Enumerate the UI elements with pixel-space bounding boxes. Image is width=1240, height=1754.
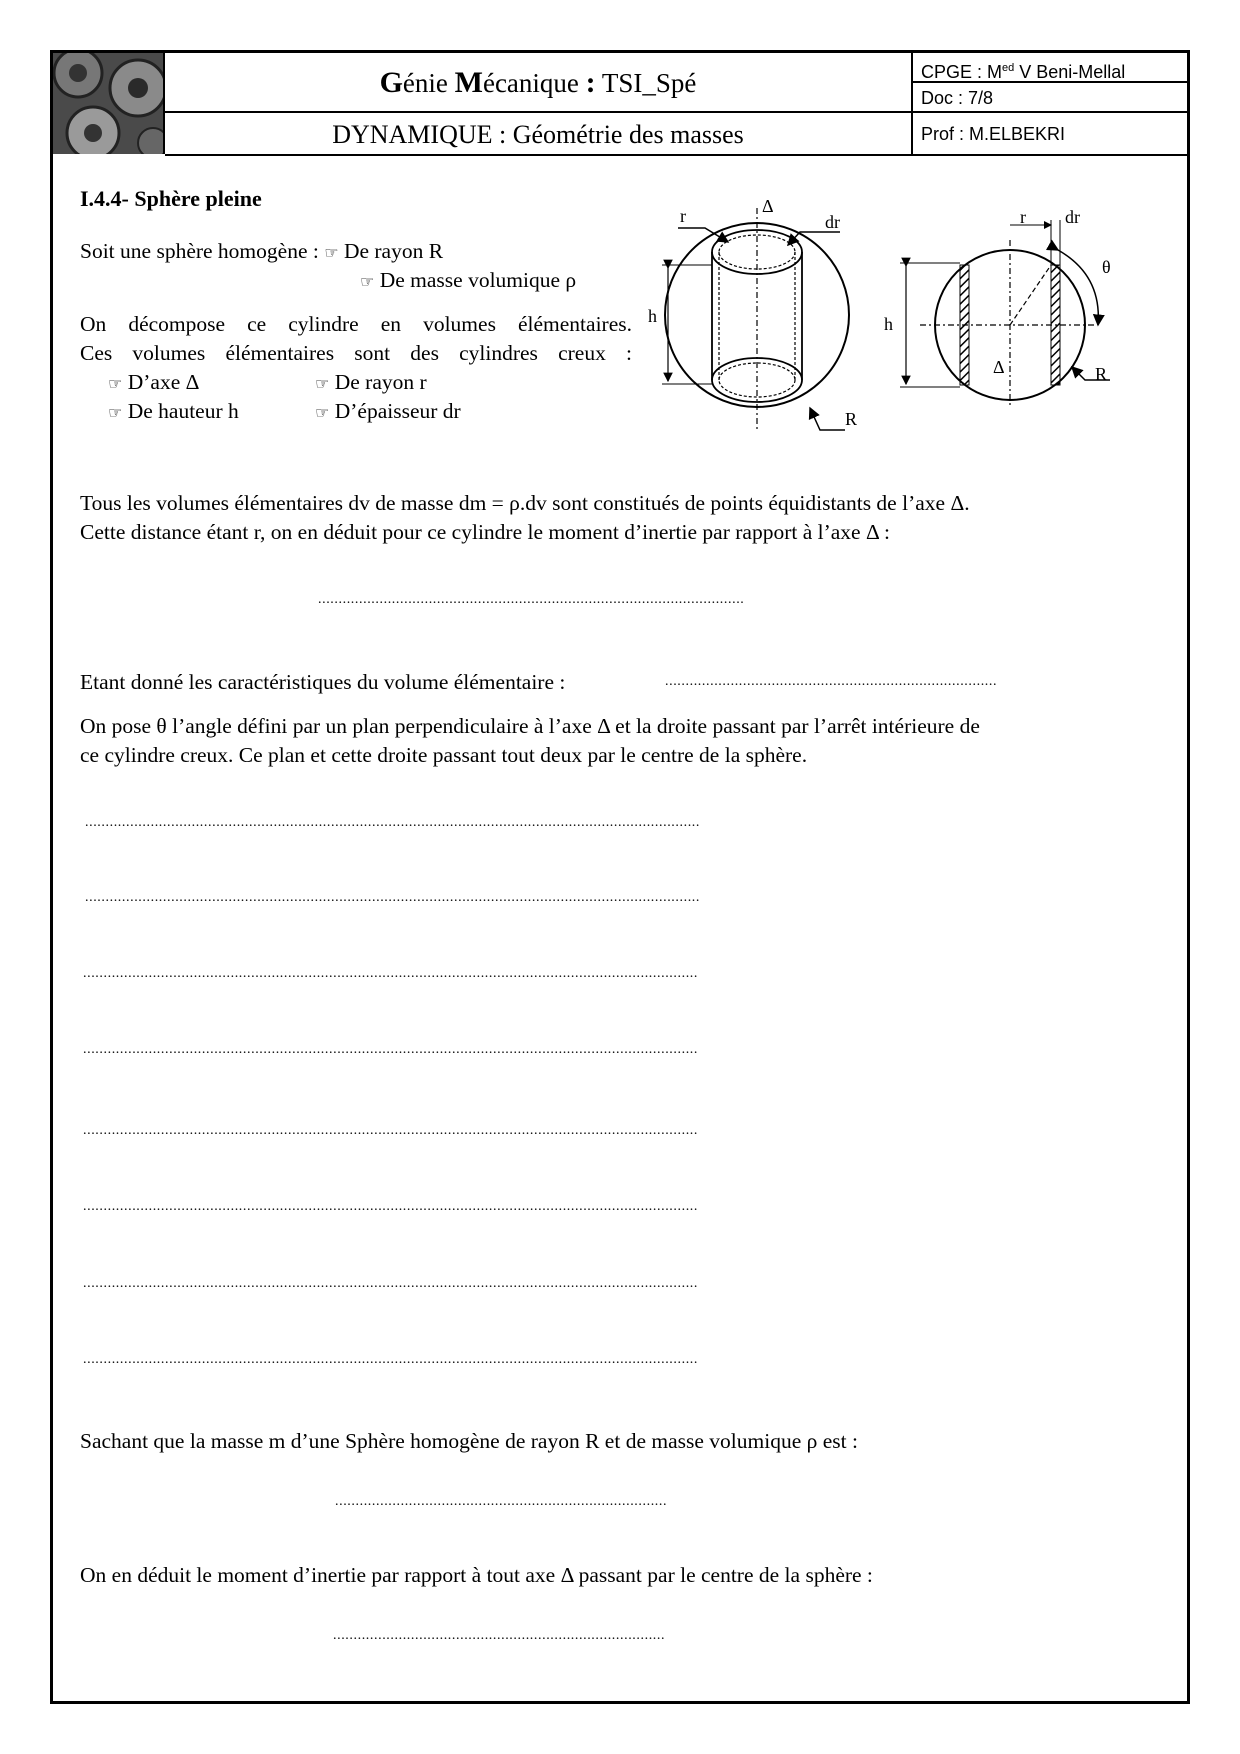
title-colon: : xyxy=(585,66,596,99)
cyl-prop-radius xyxy=(315,368,427,398)
pointer-hand-icon: ☞ xyxy=(315,403,330,422)
school-suffix: V Beni-Mellal xyxy=(1014,62,1126,82)
prop-density: De masse volumique ρ xyxy=(379,268,577,292)
answer-line-1[interactable]: ........................................................................................................ xyxy=(318,592,745,607)
para-1-line-1: Tous les volumes élémentaires dv de masse dm = ρ.dv sont constitués de points équidistants de l’axe Δ. xyxy=(80,491,970,515)
pointer-hand-icon: ☞ xyxy=(108,403,123,422)
label-h: h xyxy=(884,314,893,334)
cyl-radius-label: De rayon r xyxy=(334,370,427,394)
decomp-line2: Ces volumes élémentaires sont des cylindres creux : xyxy=(80,341,632,365)
label-R: R xyxy=(845,409,858,429)
answer-line-12[interactable]: ................................................................................. xyxy=(333,1628,666,1643)
sphere-cylinder-figure xyxy=(640,190,880,440)
para-3-line-1: On pose θ l’angle défini par un plan perpendiculaire à l’axe Δ et la droite passant par l’arrêt intérieure de xyxy=(80,714,980,738)
gears-logo xyxy=(53,53,165,154)
para-5: On en déduit le moment d’inertie par rapport à tout axe Δ passant par le centre de la sphère : xyxy=(80,1563,873,1587)
doc-cell: Doc : 7/8 xyxy=(913,83,1187,113)
para-3-line-2: ce cylindre creux. Ce plan et cette droite passant tout deux par le centre de la sphère. xyxy=(80,743,808,767)
label-delta: Δ xyxy=(993,357,1005,377)
answer-line-2[interactable]: ................................................................................. xyxy=(665,674,998,689)
para-2: Etant donné les caractéristiques du volume élémentaire : xyxy=(80,670,566,694)
label-h: h xyxy=(648,306,657,326)
school-prefix: CPGE : M xyxy=(921,62,1003,82)
cyl-height-label: De hauteur h xyxy=(127,399,239,423)
label-delta: Δ xyxy=(762,196,774,216)
para-1-line-2: Cette distance étant r, on en déduit pour ce cylindre le moment d’inertie par rapport à l’axe Δ : xyxy=(80,520,890,544)
pointer-hand-icon: ☞ xyxy=(324,243,339,262)
para-4: Sachant que la masse m d’une Sphère homogène de rayon R et de masse volumique ρ est : xyxy=(80,1429,858,1453)
header-title xyxy=(165,53,913,113)
cyl-thickness-label: D’épaisseur dr xyxy=(334,399,461,423)
school-cell xyxy=(913,53,1187,83)
intro-label: Soit une sphère homogène : xyxy=(80,239,319,263)
prof-cell: Prof : M.ELBEKRI xyxy=(913,113,1187,156)
decomp-line1: On décompose ce cylindre en volumes élémentaires. xyxy=(80,312,632,336)
cyl-prop-thickness xyxy=(315,397,461,427)
prop-density-line xyxy=(360,266,576,296)
label-r: r xyxy=(680,206,686,226)
cyl-prop-height xyxy=(108,397,239,427)
answer-line-3[interactable]: ...................................................................................................................................................... xyxy=(85,815,700,830)
label-R: R xyxy=(1095,364,1108,384)
label-r: r xyxy=(1020,207,1026,227)
label-dr: dr xyxy=(1065,207,1080,227)
cyl-axis-label: D’axe Δ xyxy=(127,370,200,394)
header-subtitle: DYNAMIQUE : Géométrie des masses xyxy=(165,113,913,156)
answer-line-4[interactable]: ...................................................................................................................................................... xyxy=(85,890,700,905)
pointer-hand-icon: ☞ xyxy=(108,374,123,393)
answer-line-5[interactable]: ...................................................................................................................................................... xyxy=(83,966,698,981)
cyl-prop-axis xyxy=(108,368,199,398)
title-initial-g: G xyxy=(379,66,403,99)
answer-line-7[interactable]: ...................................................................................................................................................... xyxy=(83,1123,698,1138)
prop-radius: De rayon R xyxy=(343,239,444,263)
sphere-section-figure xyxy=(880,205,1140,405)
answer-line-9[interactable]: ...................................................................................................................................................... xyxy=(83,1276,698,1291)
label-theta: θ xyxy=(1102,257,1111,277)
answer-line-11[interactable]: ................................................................................. xyxy=(335,1494,668,1509)
answer-line-6[interactable]: ...................................................................................................................................................... xyxy=(83,1042,698,1057)
pointer-hand-icon: ☞ xyxy=(360,272,375,291)
title-part3: TSI_Spé xyxy=(595,68,697,98)
title-part2: écanique xyxy=(482,68,586,98)
pointer-hand-icon: ☞ xyxy=(315,374,330,393)
title-initial-m: M xyxy=(454,66,483,99)
answer-line-8[interactable]: ...................................................................................................................................................... xyxy=(83,1199,698,1214)
title-part1: énie xyxy=(402,68,455,98)
section-title: I.4.4- Sphère pleine xyxy=(80,186,262,211)
intro-text xyxy=(80,237,443,267)
answer-line-10[interactable]: ...................................................................................................................................................... xyxy=(83,1352,698,1367)
school-sup: ed xyxy=(1002,62,1015,74)
label-dr: dr xyxy=(825,212,840,232)
